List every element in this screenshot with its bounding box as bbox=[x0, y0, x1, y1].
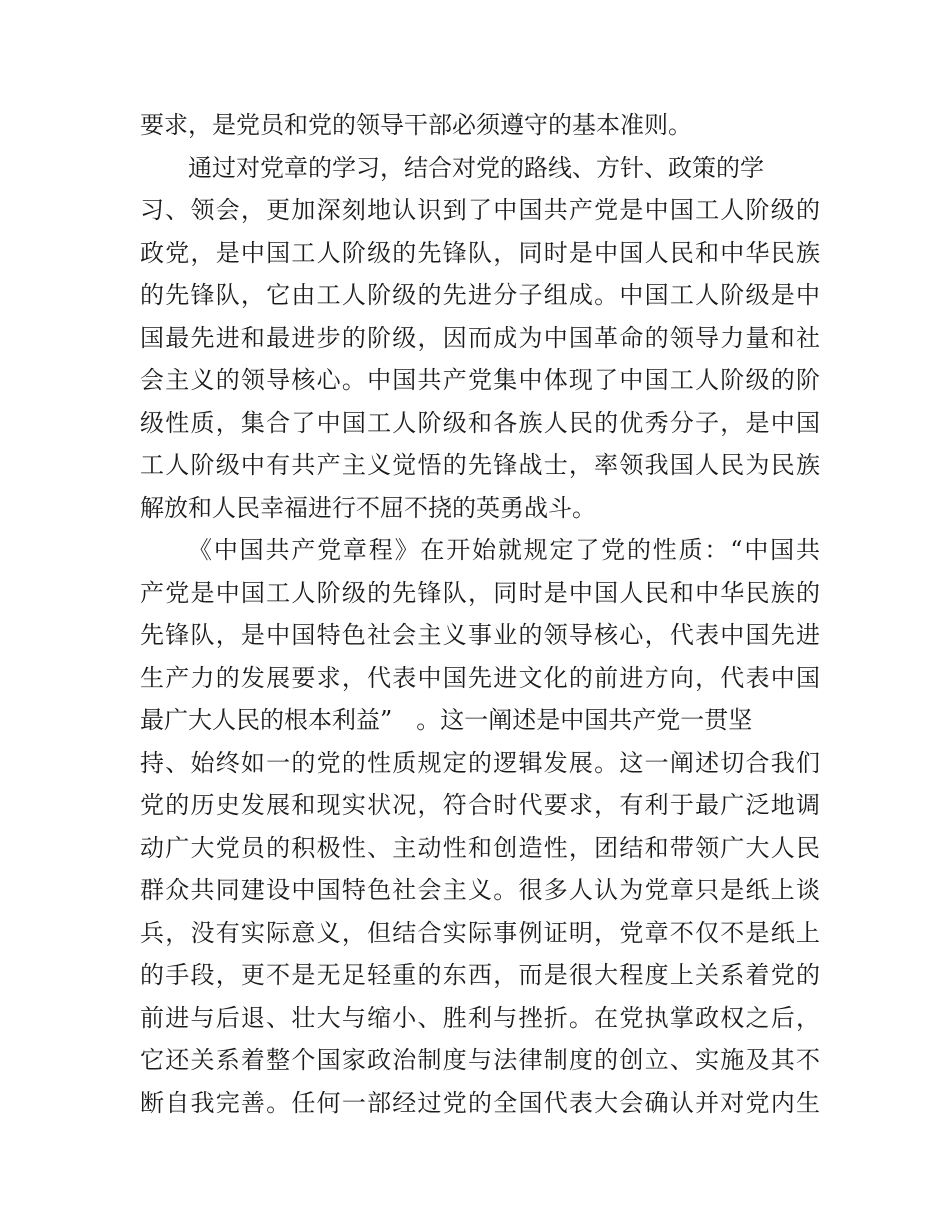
text-line: 《中国共产党章程》在开始就规定了党的性质：“中国共 bbox=[188, 536, 820, 564]
text-line: 断自我完善。任何一部经过党的全国代表大会确认并对党内生 bbox=[140, 1088, 820, 1117]
text-line: 级性质，集合了中国工人阶级和各族人民的优秀分子，是中国 bbox=[140, 408, 820, 437]
text-line: 它还关系着整个国家政治制度与法律制度的创立、实施及其不 bbox=[140, 1046, 820, 1074]
text-line: 群众共同建设中国特色社会主义。很多人认为党章只是纸上谈 bbox=[140, 876, 820, 904]
text-line: 党的历史发展和现实状况，符合时代要求，有利于最广泛地调 bbox=[140, 791, 820, 819]
text-line: 工人阶级中有共产主义觉悟的先锋战士，率领我国人民为民族 bbox=[140, 451, 820, 479]
text-line: 最广大人民的根本利益” 。这一阐述是中国共产党一贯坚 bbox=[140, 706, 753, 734]
text-line: 要求，是党员和党的领导干部必须遵守的基本准则。 bbox=[140, 111, 692, 139]
text-line: 解放和人民幸福进行不屈不挠的英勇战斗。 bbox=[140, 493, 596, 522]
text-line: 国最先进和最进步的阶级，因而成为中国革命的领导力量和社 bbox=[140, 323, 820, 352]
text-line: 产党是中国工人阶级的先锋队，同时是中国人民和中华民族的 bbox=[140, 578, 820, 607]
text-line: 兵，没有实际意义，但结合实际事例证明，党章不仅不是纸上 bbox=[140, 918, 820, 947]
text-line: 持、始终如一的党的性质规定的逻辑发展。这一阐述切合我们 bbox=[140, 748, 820, 777]
text-line: 的先锋队，它由工人阶级的先进分子组成。中国工人阶级是中 bbox=[140, 281, 820, 309]
body-text bbox=[140, 104, 820, 1124]
text-line: 通过对党章的学习，结合对党的路线、方针、政策的学 bbox=[188, 153, 764, 182]
text-line: 前进与后退、壮大与缩小、胜利与挫折。在党执掌政权之后， bbox=[140, 1003, 820, 1032]
text-line: 习、领会，更加深刻地认识到了中国共产党是中国工人阶级的 bbox=[140, 196, 820, 224]
text-line: 生产力的发展要求，代表中国先进文化的前进方向，代表中国 bbox=[140, 663, 820, 692]
text-line: 会主义的领导核心。中国共产党集中体现了中国工人阶级的阶 bbox=[140, 366, 820, 394]
text-line: 政党，是中国工人阶级的先锋队，同时是中国人民和中华民族 bbox=[140, 238, 820, 267]
text-line: 动广大党员的积极性、主动性和创造性，团结和带领广大人民 bbox=[140, 833, 820, 862]
text-line: 的手段，更不是无足轻重的东西，而是很大程度上关系着党的 bbox=[140, 961, 820, 989]
text-line: 先锋队，是中国特色社会主义事业的领导核心，代表中国先进 bbox=[140, 621, 820, 649]
